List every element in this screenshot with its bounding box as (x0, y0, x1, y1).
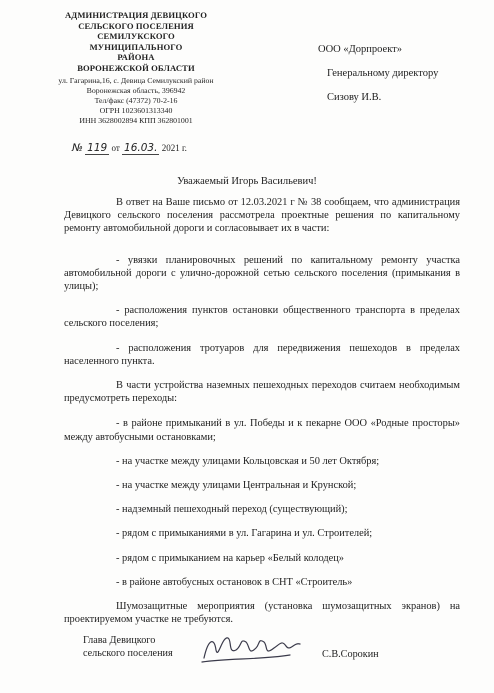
body-paragraph: - расположения тротуаров для передвижения пешеходов в пределах населенного пункта. (64, 342, 460, 367)
sender-org-line: СЕЛЬСКОГО ПОСЕЛЕНИЯ (78, 20, 194, 31)
sender-address (52, 76, 220, 126)
salutation: Уважаемый Игорь Васильевич! (177, 176, 317, 187)
body-paragraph: - расположения пунктов остановки общественного транспорта в пределах сельского поселения; (64, 305, 460, 330)
outgoing-prefix: № (72, 142, 83, 154)
recipient-company: ООО «Дорпроект» (318, 44, 402, 55)
outgoing-year: 2021 г. (161, 143, 187, 153)
signature-title-line: Глава Девицкого (83, 635, 156, 646)
outgoing-from: от (111, 143, 120, 153)
body-paragraph: В ответ на Ваше письмо от 12.03.2021 г № 38 сообщаем, что администрация Девицкого сельского поселения рассмотрела проектные решения по капитальному ремонту автомобильной дороги и согласовывает их в части: (64, 197, 460, 235)
sender-address-line: ОГРН 1023601313340 (99, 105, 173, 115)
signature-title (83, 634, 173, 660)
signature-title-line: сельского поселения (83, 648, 173, 659)
signatory-name: С.В.Сорокин (322, 649, 379, 660)
recipient-position: Генеральному директору (327, 68, 439, 79)
body-paragraph: - на участке между улицами Кольцовская и 50 лет Октября; (116, 455, 380, 467)
recipient-block (318, 42, 438, 105)
sender-org-line: ВОРОНЕЖСКОЙ ОБЛАСТИ (77, 62, 195, 73)
body-paragraph: - увязки планировочных решений по капитальному ремонту участка автомобильной дороги с улично-дорожной сетью сельского поселения (примыкания в улицы); (64, 254, 460, 293)
sender-org-line: АДМИНИСТРАЦИЯ ДЕВИЦКОГО (65, 10, 207, 20)
sender-address-line: Тел/факс (47372) 70-2-16 (94, 95, 178, 105)
sender-org-line: РАЙОНА (117, 52, 155, 63)
body-paragraph: Шумозащитные мероприятия (установка шумозащитных экранов) на проектируемом участке не требуются. (64, 601, 460, 626)
letter-body (64, 196, 460, 626)
sender-org-line: СЕМИЛУКСКОГО МУНИЦИПАЛЬНОГО (89, 31, 183, 52)
sender-org-name (52, 10, 220, 74)
outgoing-number (72, 142, 187, 155)
body-paragraph: - надземный пешеходный переход (существующий); (116, 504, 348, 516)
body-paragraph: - рядом с примыканием на карьер «Белый колодец» (116, 552, 345, 564)
sender-block (52, 10, 220, 126)
recipient-name: Сизову И.В. (327, 92, 382, 103)
body-paragraph: В части устройства наземных пешеходных переходов считаем необходимым предусмотреть переходы: (64, 380, 460, 405)
sender-address-line: ИНН 3628002894 КПП 362801001 (79, 115, 193, 125)
sender-address-line: Воронежская область, 396942 (86, 85, 186, 95)
handwritten-signature (198, 628, 316, 668)
body-paragraph: - рядом с примыканиями в ул. Гагарина и ул. Строителей; (116, 528, 373, 540)
sender-address-line: ул. Гагарина,16, с. Девица Семилукский район (58, 75, 214, 85)
body-paragraph: - в районе автобусных остановок в СНТ «Строитель» (116, 576, 353, 588)
body-paragraph: - на участке между улицами Центральная и Крунской; (116, 480, 357, 492)
outgoing-date: 16.03. (124, 142, 158, 154)
body-paragraph: - в районе примыканий в ул. Победы и к пекарне ООО «Родные просторы» между автобусными остановками; (64, 418, 460, 443)
outgoing-num: 119 (87, 142, 108, 154)
